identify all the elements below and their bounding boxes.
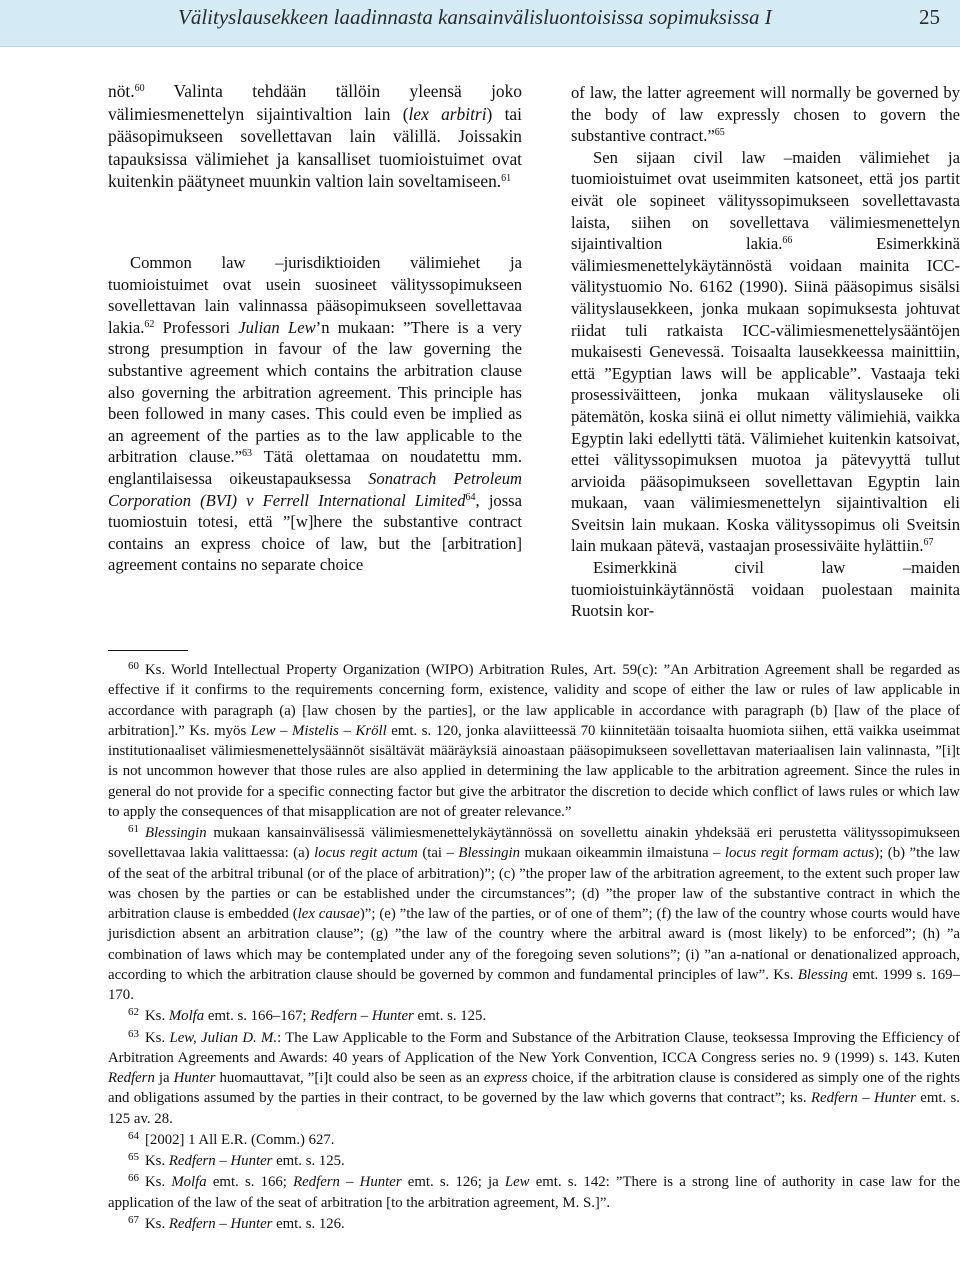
author-name: Blessingin [458, 845, 521, 862]
right-paragraph-3 [571, 557, 960, 622]
text: emt. s. 125. [272, 1153, 345, 1169]
footnote-63: 63 Ks. Lew, Julian D. M.: The Law Applicable to the Form and Substance of the Arbitration Clause, teoksessa Improving the Efficiency of Arbitration Agreements and Awards: 40 years of Application of the New York Convention, ICCA Congress series no. 9 (1999) s. 143. Kuten Redfern ja Hunter huomauttavat, ”[i]t could also be seen as an express choice, if the arbitration clause is considered as simply one of the rights and obligations assumed by the parties in their contract, to be governed by the law which governs that contract”; ks. Redfern – Hunter emt. s. 125 av. 28. [108, 1027, 960, 1127]
footnote-65: 65 Ks. Redfern – Hunter emt. s. 125. [128, 1151, 345, 1169]
left-column-body [108, 252, 522, 576]
author-name: Lew, Julian D. M. [169, 1029, 278, 1046]
emphasis: express [483, 1070, 528, 1086]
author-name: Redfern [108, 1070, 155, 1086]
author-name: Blessing [797, 966, 848, 983]
text: Esimerkkinä välimiesmenettelykäytännöstä voidaan mainita ICC-välitystuomio No. 6162 (1990). Siinä pääsopimus sisälsi välityslausekkeen, jonka mukaan sopimuksesta johtuvat riidat tuli ratkaista ICC-välimiesmenettelysääntöjen mukaisesti Genevessä. Toisaalta lausekkeessa mainittiin, että ”Egyptian laws will be applicable”. Vastaaja teki prosessiväitteen, jonka mukaan välityslauseke oli pätemätön, koska siinä ei ollut nimetty välimiehiä, vaikka Egyptin laki edellytti tätä. Välimiehet kuitenkin katsoivat, ettei välityssopimuksen muotoa ja pätevyyttä tullut arvioida pääsopimukseen sovellettavan Egyptin lain mukaan, vaan välimiesmenettelyn sijaintivaltion eli Sveitsin lain mukaan. Koska välityssopimus oli Sveitsin lain mukaan pätevä, vastaajan prosessiväite hylättiin. [571, 234, 960, 556]
footnote-67: 67 Ks. Redfern – Hunter emt. s. 126. [128, 1213, 345, 1232]
footnote-separator [108, 650, 188, 651]
latin-term: locus regit actum [314, 845, 418, 862]
term-lex-arbitri: lex arbitri [408, 103, 487, 124]
author-name: Redfern – Hunter [168, 1215, 273, 1232]
footnote-ref-63[interactable]: 63 [242, 448, 253, 460]
author-name: Lew [504, 1174, 530, 1191]
author-name: Lew – Mistelis – Kröll [250, 722, 387, 739]
text: [2002] 1 All E.R. (Comm.) 627. [145, 1131, 335, 1148]
footnotes [108, 660, 960, 1235]
text: emt. 1999 s. 169–170. [108, 966, 960, 1003]
text: nöt. [108, 81, 135, 101]
text: ’n mukaan: ”There is a very strong presumption in favour of the law governing the substantive agreement which contains the arbitration clause also governing the arbitration agreement. This principle has been followed in many cases. This could even be implied as an agreement of the parties as to the law applicable to the arbitration clause.” [108, 317, 522, 467]
right-paragraph-1 [571, 82, 960, 147]
text: Ks. [145, 1008, 169, 1025]
running-header [0, 0, 960, 47]
text: ); (b) ”the law of the seat of the arbitral tribunal (or of the place of arbitration)”; (c) ”the proper law of the arbitration agreement, to the extent such proper law was chosen by the parties or can be established under the circumstances”; (d) ”the proper law of the substantive contract in which the arbitration clause is embedded ( [108, 845, 960, 922]
text: emt. s. 166–167; [204, 1008, 311, 1025]
author-name: Blessingin [145, 825, 207, 841]
author-name: Hunter [173, 1070, 216, 1086]
text: emt. s. 142: ”There is a strong line of authority in case law for the application of the law of the seat of arbitration [to the arbitration agreement, M. S.]”. [108, 1174, 960, 1211]
author-name: Julian Lew [238, 317, 316, 337]
text: Sen sijaan civil law –maiden välimiehet ja tuomioistuimet ovat useimmiten katsoneet, että jos partit eivät ole sopineet välityssopimukseen sovellettavasta laista, siihen on sovellettava välimiesmenettelyn sijaintivaltion lakia. [571, 147, 960, 254]
footnote-ref-61[interactable]: 61 [501, 173, 512, 184]
text: mukaan oikeammin ilmaistuna – [520, 845, 725, 862]
text: Valinta tehdään tällöin yleensä joko välimiesmenettelyn sijaintivaltion lain ( [108, 81, 522, 124]
text: emt. s. 166; [206, 1174, 294, 1191]
text: emt. s. 126; ja [401, 1174, 505, 1191]
text: , jossa tuomiostuin totesi, että ”[w]here the substantive contract contains an express choice of law, but the [arbitration] agreement contains no separate choice [108, 490, 522, 575]
author-name: Redfern – Hunter [310, 1008, 414, 1025]
text: choice, if the arbitration clause is considered as simply one of the rights and obligations assumed by the parties in their contract, to be governed by the law which governs that contract”; ks. [108, 1070, 960, 1107]
case-name: Sonatrach Petroleum Corporation (BVI) v Ferrell International Limited [108, 468, 522, 510]
text: Common law –jurisdiktioiden välimiehet ja tuomioistuimet ovat usein suosineet välityssopimukseen sovellettavan lain valinnassa pääsopimukseen sovellettavaa lakia. [108, 253, 522, 337]
author-name: Molfa [168, 1008, 205, 1025]
text: emt. s. 120, jonka alaviitteessä 70 kiinnitetään toisaalta huomiota siihen, että vaikka useimmat institutionaaliset välimiesmenettelysäännöt sisältävät määräyksiä ainoastaan pääsopimukseen sovellettavan materiaalisen lain valinnasta, ”[i]t is not uncommon however that those rules are also applied in determining the law applicable to the arbitration agreement. Since the rules in general do not provide for a specific connecting factor but give the arbitrator the discretion to decide which conflict of laws rules or which law to apply the consequences of that misapplication are not of greater relevance.” [108, 722, 960, 820]
left-paragraph-1 [108, 80, 522, 193]
text: emt. s. 125. [413, 1008, 487, 1025]
text: mukaan kansainvälisessä välimiesmenettelykäytännössä on sovellettu ainakin yhdeksää eri perustetta välityssopimukseen sovellettavaa lakia valittaessa: (a) [108, 825, 960, 862]
text: (tai – [417, 845, 459, 862]
left-paragraph-2 [108, 252, 522, 576]
right-paragraph-2 [571, 147, 960, 557]
text: Professori [154, 317, 239, 337]
text: Ks. World Intellectual Property Organization (WIPO) Arbitration Rules, Art. 59(c): ”An Arbitration Agreement shall be regarded as effective if it confirms to the requirements concerning form, existence, validity and scope of either the law or rules of law applicable in accordance with paragraph (a) [law chosen by the parties], or the law applicable in accordance with paragraph (b) [law of the place of arbitration].” Ks. myös [108, 662, 960, 739]
running-title: Välityslausekkeen laadinnasta kansainvälisluontoisissa sopimuksissa I [178, 5, 772, 29]
text: : The Law Applicable to the Form and Substance of the Arbitration Clause, teoksessa Improving the Efficiency of Arbitration Agreements and Awards: 40 years of Application of the New York Convention, ICCA Congress series no. 9 (1999) s. 143. Kuten [108, 1029, 960, 1066]
text: Tätä olettamaa on noudatettu mm. englantilaisessa oikeustapauksessa [108, 447, 522, 488]
author-name: Redfern – Hunter [810, 1090, 916, 1107]
footnote-62: 62 Ks. Molfa emt. s. 166–167; Redfern – Hunter emt. s. 125. [128, 1006, 487, 1025]
text: emt. s. 126. [272, 1215, 345, 1232]
text: huomauttavat, ”[i]t could also be seen as an [215, 1070, 484, 1086]
footnote-ref-67[interactable]: 67 [923, 537, 934, 549]
text: Esimerkkinä civil law –maiden tuomioistuinkäytännöstä voidaan puolestaan mainita Ruotsin kor- [571, 558, 960, 621]
footnote-ref-65[interactable]: 65 [714, 127, 725, 139]
author-name: Redfern – Hunter [293, 1174, 402, 1191]
page-number: 25 [919, 5, 940, 29]
text: ja [154, 1070, 174, 1086]
footnote-ref-60[interactable]: 60 [134, 83, 145, 94]
text: of law, the latter agreement will normally be governed by the body of law expressly chosen to govern the substantive contract.” [571, 83, 960, 146]
footnote-60: 60 Ks. World Intellectual Property Organization (WIPO) Arbitration Rules, Art. 59(c): ”An Arbitration Agreement shall be regarded as effective if it confirms to the requirements concerning form, existence, validity and scope of either the law or rules of law applicable in accordance with paragraph (a) [law chosen by the parties], or the law applicable in accordance with paragraph (b) [law of the place of arbitration].” Ks. myös Lew – Mistelis – Kröll emt. s. 120, jonka alaviitteessä 70 kiinnitetään toisaalta huomiota siihen, että vaikka useimmat institutionaaliset välimiesmenettelysäännöt sisältävät määräyksiä ainoastaan pääsopimukseen sovellettavan materiaalisen lain valinnasta, ”[i]t is not uncommon however that those rules are also applied in determining the law applicable to the arbitration agreement. Since the rules in general do not provide for a specific connecting factor but give the arbitrator the discretion to decide which conflict of laws rules or which law to apply the consequences of that misapplication are not of greater relevance.” [108, 660, 960, 820]
text: emt. s. 125 av. 28. [108, 1090, 960, 1127]
footnote-64: 64 [2002] 1 All E.R. (Comm.) 627. [128, 1129, 335, 1148]
footnote-ref-66[interactable]: 66 [782, 235, 793, 247]
author-name: Molfa [171, 1174, 207, 1191]
author-name: Redfern – Hunter [168, 1153, 273, 1169]
footnote-ref-64[interactable]: 64 [465, 491, 476, 503]
footnote-66: 66 Ks. Molfa emt. s. 166; Redfern – Hunter emt. s. 126; ja Lew emt. s. 142: ”There is a strong line of authority in case law for the application of the law of the seat of arbitration [to the arbitration agreement, M. S.]”. [108, 1172, 960, 1211]
text: )”; (e) ”the law of the parties, or of one of them”; (f) the law of the country whose courts would have jurisdiction absent an arbitration clause”; (g) ”the law of the country where the arbitral award is (most likely) to be enforced”; (h) ”a combination of laws which may be contemplated under any of the foregoing seven solutions”; (i) ”an a-national or denationalized approach, according to which the arbitration clause should be governed by common and fundamental principles of law”. Ks. [108, 906, 960, 983]
right-column [571, 82, 960, 622]
latin-term: locus regit formam actus [724, 845, 875, 862]
text: ) tai pääsopimukseen sovellettavan lain välillä. Joissakin tapauksissa välimiehet ja kansalliset tuomioistuimet ovat kuitenkin päätyneet muunkin valtion lain soveltamiseen. [108, 103, 522, 191]
text: Ks. [145, 1174, 172, 1191]
latin-term: lex causae [297, 906, 360, 922]
text: Ks. [145, 1029, 170, 1046]
text: Ks. [145, 1153, 169, 1169]
text: Ks. [145, 1215, 169, 1232]
footnote-ref-62[interactable]: 62 [144, 318, 155, 330]
footnote-61: 61 Blessingin mukaan kansainvälisessä välimiesmenettelykäytännössä on sovellettu ainakin yhdeksää eri perustetta välityssopimukseen sovellettavaa lakia valittaessa: (a) locus regit actum (tai – Blessingin mukaan oikeammin ilmaistuna – locus regit formam actus); (b) ”the law of the seat of the arbitral tribunal (or of the place of arbitration)”; (c) ”the proper law of the arbitration agreement, to the extent such proper law was chosen by the parties or can be established under the circumstances”; (d) ”the proper law of the substantive contract in which the arbitration clause is embedded (lex causae)”; (e) ”the law of the parties, or of one of them”; (f) the law of the country whose courts would have jurisdiction absent an arbitration clause”; (g) ”the law of the country where the arbitral award is (most likely) to be enforced”; (h) ”a combination of laws which may be contemplated under any of the foregoing seven solutions”; (i) ”an a-national or denationalized approach, according to which the arbitration clause should be governed by common and fundamental principles of law”. Ks. Blessing emt. 1999 s. 169–170. [108, 823, 960, 1003]
left-column-top [108, 80, 522, 193]
